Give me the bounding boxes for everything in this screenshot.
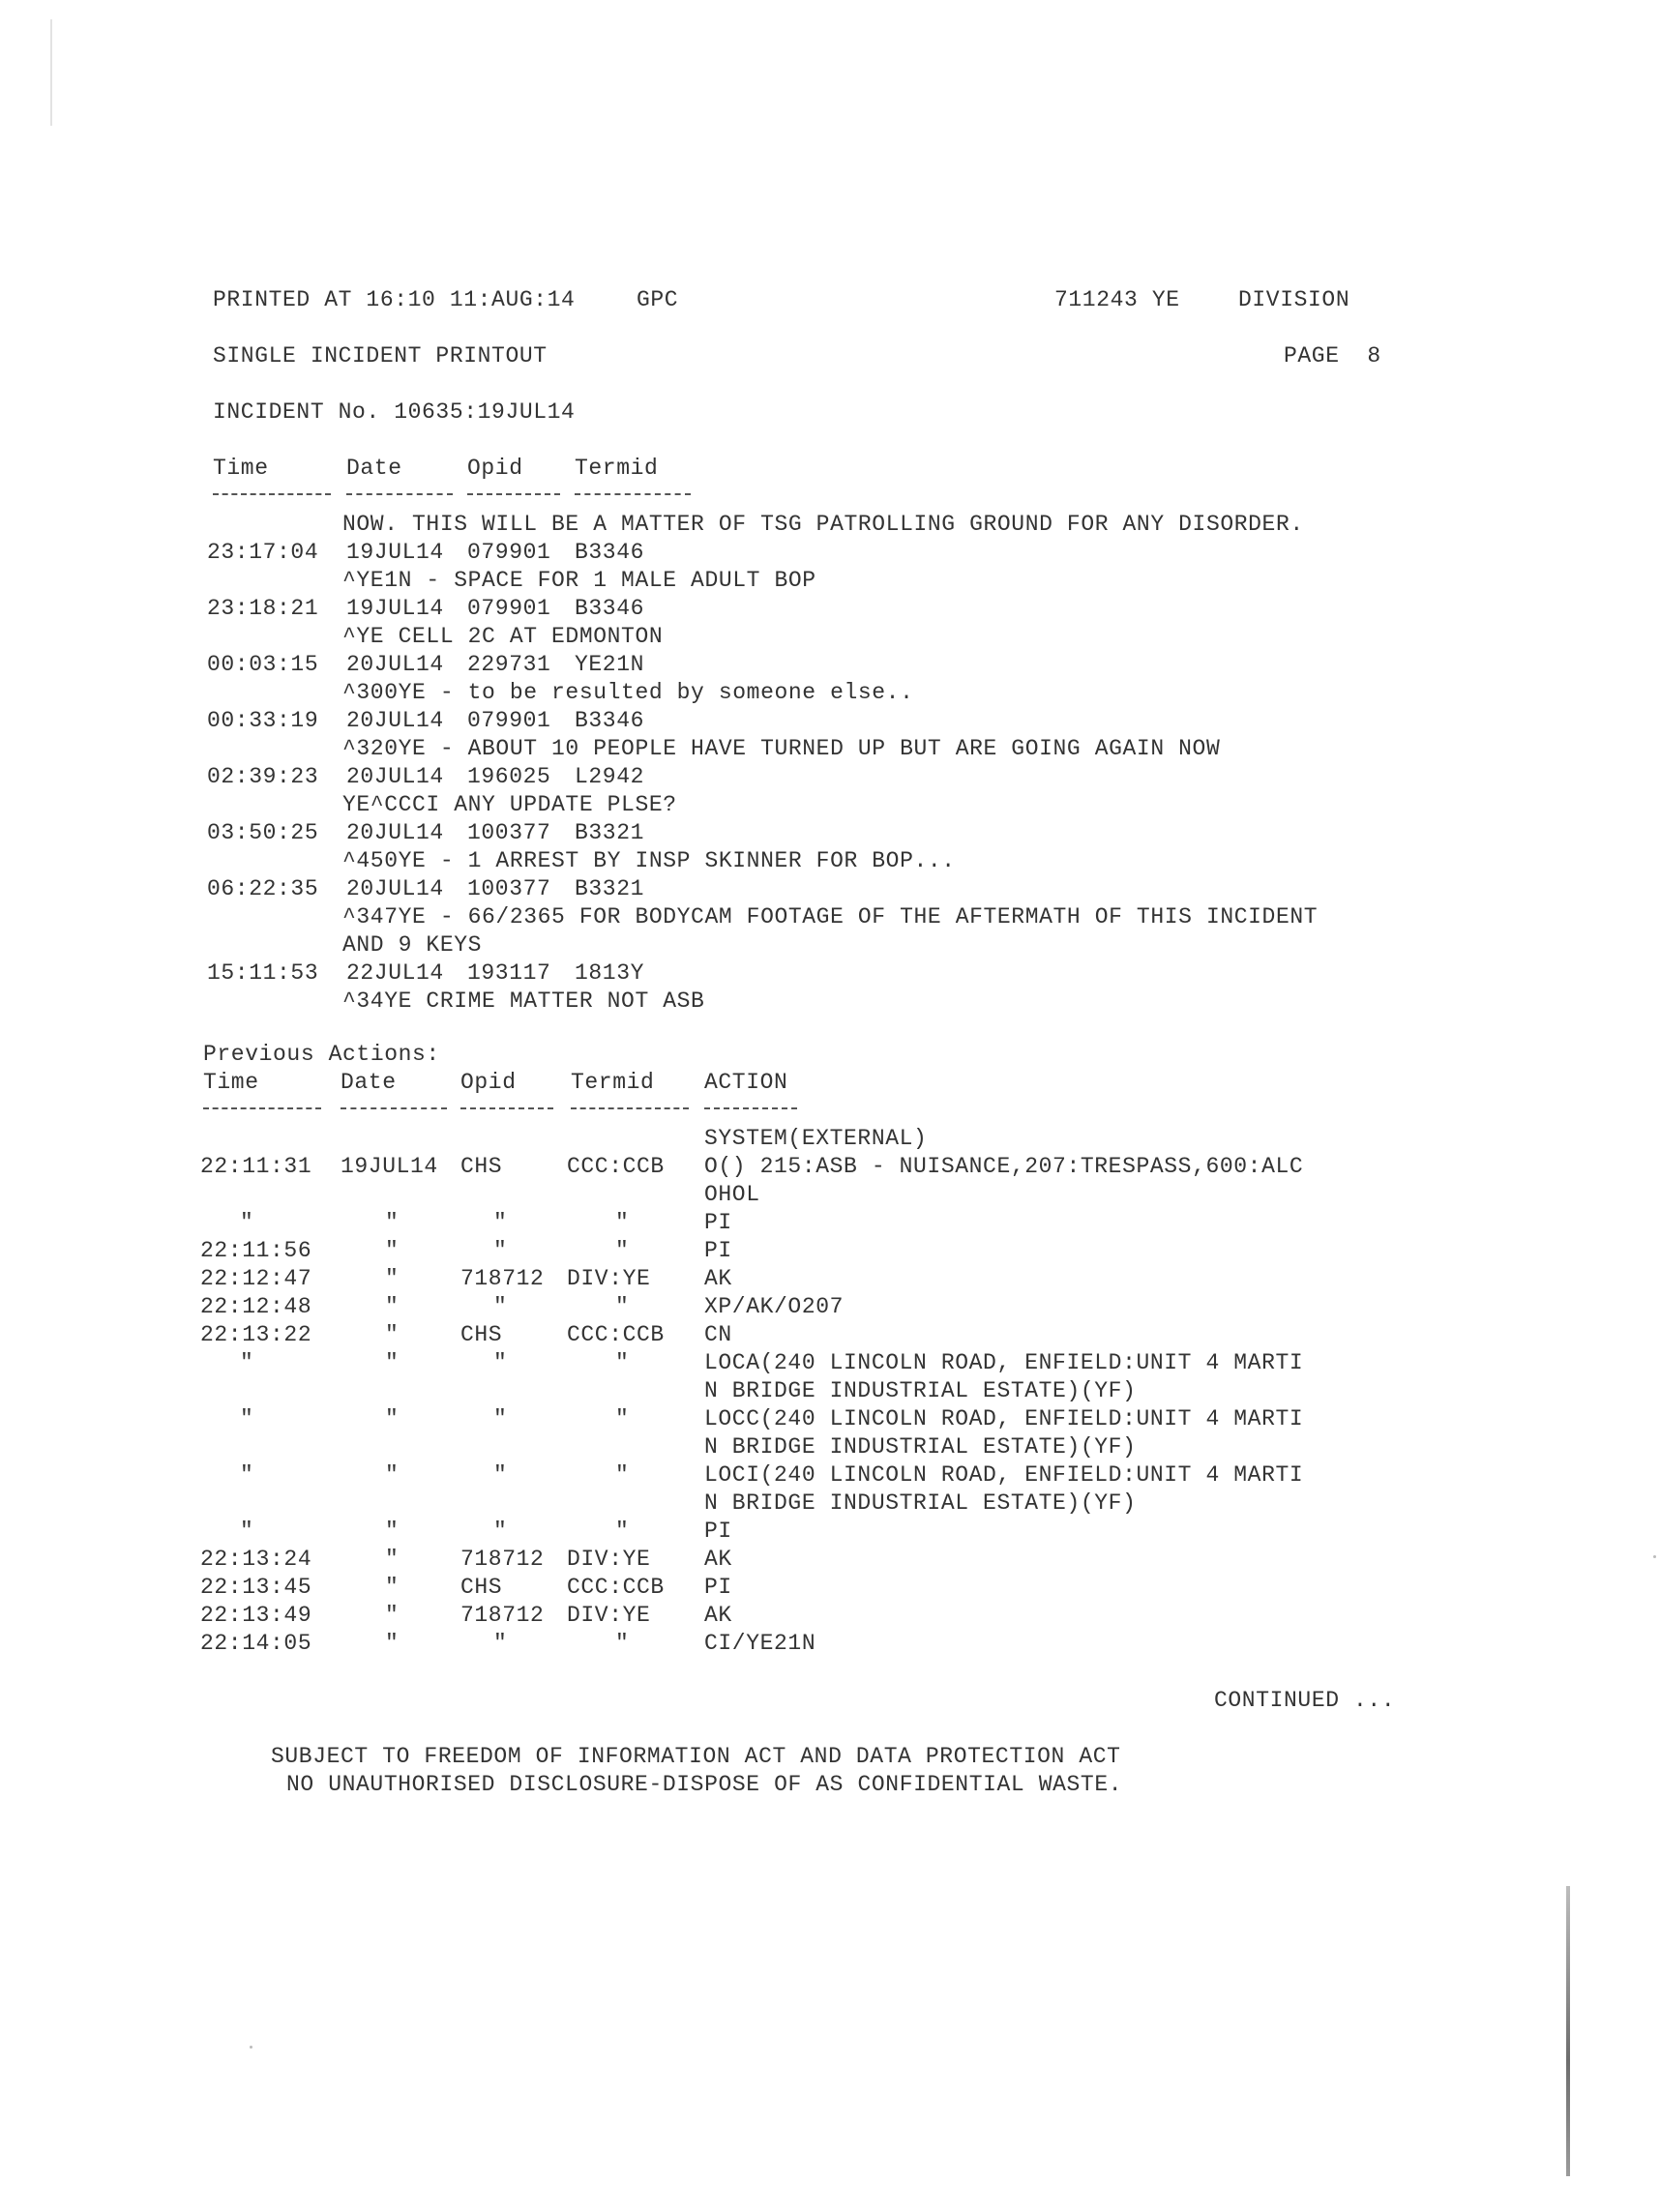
action-text: N BRIDGE INDUSTRIAL ESTATE)(YF) <box>704 1434 1137 1460</box>
action-date: " <box>385 1519 400 1544</box>
action-opid: " <box>493 1350 508 1375</box>
log-opid: 079901 <box>467 596 551 621</box>
action-termid: " <box>615 1519 630 1544</box>
action-termid: " <box>615 1238 630 1263</box>
action-opid: " <box>493 1519 508 1544</box>
log-date: 20JUL14 <box>346 708 444 733</box>
action-text: XP/AK/O207 <box>704 1294 845 1319</box>
operator-id: 711243 YE <box>1054 287 1180 312</box>
action-time: 22:12:47 <box>200 1266 312 1291</box>
action-text: PI <box>704 1210 732 1235</box>
log-date: 22JUL14 <box>346 960 444 986</box>
action-termid: " <box>615 1631 630 1656</box>
action-date: " <box>385 1238 400 1263</box>
action-text: N BRIDGE INDUSTRIAL ESTATE)(YF) <box>704 1490 1137 1516</box>
scan-artifact-left <box>50 19 52 126</box>
column-underline <box>346 493 453 495</box>
log-date: 20JUL14 <box>346 876 444 901</box>
date-header: Date <box>341 1070 397 1095</box>
action-text: LOCC(240 LINCOLN ROAD, ENFIELD:UNIT 4 MARTI <box>704 1406 1304 1431</box>
log-time: 00:33:19 <box>207 708 319 733</box>
action-text: CI/YE21N <box>704 1631 816 1656</box>
log-date: 19JUL14 <box>346 540 444 565</box>
action-termid: " <box>615 1462 630 1488</box>
action-termid: " <box>615 1294 630 1319</box>
termid-header: Termid <box>571 1070 655 1095</box>
log-date: 20JUL14 <box>346 652 444 677</box>
action-date: " <box>385 1462 400 1488</box>
log-termid: YE21N <box>575 652 645 677</box>
action-opid: " <box>493 1294 508 1319</box>
action-text: LOCA(240 LINCOLN ROAD, ENFIELD:UNIT 4 MARTI <box>704 1350 1304 1375</box>
date-header: Date <box>346 456 402 481</box>
action-text: AK <box>704 1603 732 1628</box>
column-underline <box>571 1107 689 1109</box>
log-termid: B3346 <box>575 540 645 565</box>
log-time: 23:17:04 <box>207 540 319 565</box>
opid-header: Opid <box>460 1070 517 1095</box>
action-date: " <box>385 1322 400 1347</box>
action-text: OHOL <box>704 1182 760 1207</box>
log-entry-text: NOW. THIS WILL BE A MATTER OF TSG PATROLLING GROUND FOR ANY DISORDER. <box>342 512 1304 537</box>
action-time: 22:13:24 <box>200 1547 312 1572</box>
action-termid: " <box>615 1406 630 1431</box>
action-time: 22:11:31 <box>200 1154 312 1179</box>
action-text: PI <box>704 1238 732 1263</box>
log-time: 15:11:53 <box>207 960 319 986</box>
column-underline <box>341 1107 447 1109</box>
action-date: " <box>385 1406 400 1431</box>
action-date: " <box>385 1575 400 1600</box>
log-opid: 079901 <box>467 540 551 565</box>
action-opid: CHS <box>460 1154 503 1179</box>
scan-speck <box>250 2046 252 2049</box>
action-opid: 718712 <box>460 1266 545 1291</box>
column-underline <box>460 1107 553 1109</box>
action-date: " <box>385 1210 400 1235</box>
division-label: DIVISION <box>1238 287 1350 312</box>
document-title: SINGLE INCIDENT PRINTOUT <box>213 343 548 369</box>
action-time: " <box>240 1210 254 1235</box>
log-date: 20JUL14 <box>346 764 444 789</box>
action-time: 22:12:48 <box>200 1294 312 1319</box>
log-opid: 229731 <box>467 652 551 677</box>
action-text: O() 215:ASB - NUISANCE,207:TRESPASS,600:ALC <box>704 1154 1304 1179</box>
column-underline <box>203 1107 321 1109</box>
column-underline <box>467 493 560 495</box>
log-termid: B3321 <box>575 820 645 845</box>
log-entry-text: ^320YE - ABOUT 10 PEOPLE HAVE TURNED UP BUT ARE GOING AGAIN NOW <box>342 736 1221 761</box>
log-time: 00:03:15 <box>207 652 319 677</box>
action-date: " <box>385 1603 400 1628</box>
time-header: Time <box>213 456 269 481</box>
printed-at: PRINTED AT 16:10 11:AUG:14 <box>213 287 576 312</box>
scan-speck <box>1653 1555 1656 1558</box>
log-termid: B3346 <box>575 708 645 733</box>
action-time: 22:14:05 <box>200 1631 312 1656</box>
log-entry-text: ^YE1N - SPACE FOR 1 MALE ADULT BOP <box>342 568 816 593</box>
log-opid: 100377 <box>467 876 551 901</box>
disclosure-notice: SUBJECT TO FREEDOM OF INFORMATION ACT AND DATA PROTECTION ACT <box>271 1744 1121 1769</box>
log-date: 19JUL14 <box>346 596 444 621</box>
action-opid: CHS <box>460 1575 503 1600</box>
action-opid: " <box>493 1406 508 1431</box>
column-underline <box>704 1107 797 1109</box>
action-termid: DIV:YE <box>567 1603 651 1628</box>
action-time: " <box>240 1519 254 1544</box>
column-underline <box>213 493 331 495</box>
disposal-notice: NO UNAUTHORISED DISCLOSURE-DISPOSE OF AS CONFIDENTIAL WASTE. <box>286 1772 1123 1797</box>
action-date: " <box>385 1631 400 1656</box>
log-entry-text: ^34YE CRIME MATTER NOT ASB <box>342 988 705 1014</box>
log-termid: B3346 <box>575 596 645 621</box>
action-time: 22:11:56 <box>200 1238 312 1263</box>
log-entry-text: ^347YE - 66/2365 FOR BODYCAM FOOTAGE OF THE AFTERMATH OF THIS INCIDENT <box>342 904 1319 929</box>
action-text: CN <box>704 1322 732 1347</box>
action-time: 22:13:45 <box>200 1575 312 1600</box>
action-opid: 718712 <box>460 1547 545 1572</box>
log-date: 20JUL14 <box>346 820 444 845</box>
log-time: 23:18:21 <box>207 596 319 621</box>
action-time: 22:13:49 <box>200 1603 312 1628</box>
action-time: " <box>240 1462 254 1488</box>
action-opid: " <box>493 1631 508 1656</box>
action-text: N BRIDGE INDUSTRIAL ESTATE)(YF) <box>704 1378 1137 1403</box>
action-time: " <box>240 1350 254 1375</box>
log-termid: 1813Y <box>575 960 645 986</box>
gpc-label: GPC <box>637 287 679 312</box>
log-time: 02:39:23 <box>207 764 319 789</box>
action-termid: CCC:CCB <box>567 1154 665 1179</box>
action-text: PI <box>704 1575 732 1600</box>
action-text: PI <box>704 1519 732 1544</box>
column-underline <box>575 493 691 495</box>
action-date: 19JUL14 <box>341 1154 438 1179</box>
action-date: " <box>385 1266 400 1291</box>
action-date: " <box>385 1547 400 1572</box>
action-termid: " <box>615 1210 630 1235</box>
action-text: LOCI(240 LINCOLN ROAD, ENFIELD:UNIT 4 MARTI <box>704 1462 1304 1488</box>
termid-header: Termid <box>575 456 659 481</box>
previous-actions-heading: Previous Actions: <box>203 1042 440 1067</box>
continued-label: CONTINUED ... <box>1214 1688 1396 1713</box>
log-time: 06:22:35 <box>207 876 319 901</box>
log-entry-text: ^YE CELL 2C AT EDMONTON <box>342 624 664 649</box>
incident-number: INCIDENT No. 10635:19JUL14 <box>213 399 576 425</box>
action-time: 22:13:22 <box>200 1322 312 1347</box>
log-time: 03:50:25 <box>207 820 319 845</box>
action-text: SYSTEM(EXTERNAL) <box>704 1126 928 1151</box>
action-header: ACTION <box>704 1070 788 1095</box>
opid-header: Opid <box>467 456 523 481</box>
action-opid: " <box>493 1462 508 1488</box>
action-termid: " <box>615 1350 630 1375</box>
action-text: AK <box>704 1547 732 1572</box>
scan-artifact-edge <box>1566 1886 1570 2176</box>
action-text: AK <box>704 1266 732 1291</box>
log-entry-text: ^300YE - to be resulted by someone else.. <box>342 680 914 705</box>
log-entry-text: AND 9 KEYS <box>342 932 483 958</box>
action-opid: " <box>493 1210 508 1235</box>
action-date: " <box>385 1294 400 1319</box>
log-termid: L2942 <box>575 764 645 789</box>
log-entry-text: ^450YE - 1 ARREST BY INSP SKINNER FOR BOP... <box>342 848 956 873</box>
log-entry-text: YE^CCCI ANY UPDATE PLSE? <box>342 792 677 817</box>
log-opid: 193117 <box>467 960 551 986</box>
action-termid: CCC:CCB <box>567 1322 665 1347</box>
action-termid: DIV:YE <box>567 1266 651 1291</box>
log-termid: B3321 <box>575 876 645 901</box>
page-number: PAGE 8 <box>1284 343 1381 369</box>
action-opid: 718712 <box>460 1603 545 1628</box>
action-opid: CHS <box>460 1322 503 1347</box>
action-termid: DIV:YE <box>567 1547 651 1572</box>
action-time: " <box>240 1406 254 1431</box>
action-termid: CCC:CCB <box>567 1575 665 1600</box>
time-header: Time <box>203 1070 259 1095</box>
log-opid: 196025 <box>467 764 551 789</box>
action-opid: " <box>493 1238 508 1263</box>
action-date: " <box>385 1350 400 1375</box>
log-opid: 100377 <box>467 820 551 845</box>
log-opid: 079901 <box>467 708 551 733</box>
